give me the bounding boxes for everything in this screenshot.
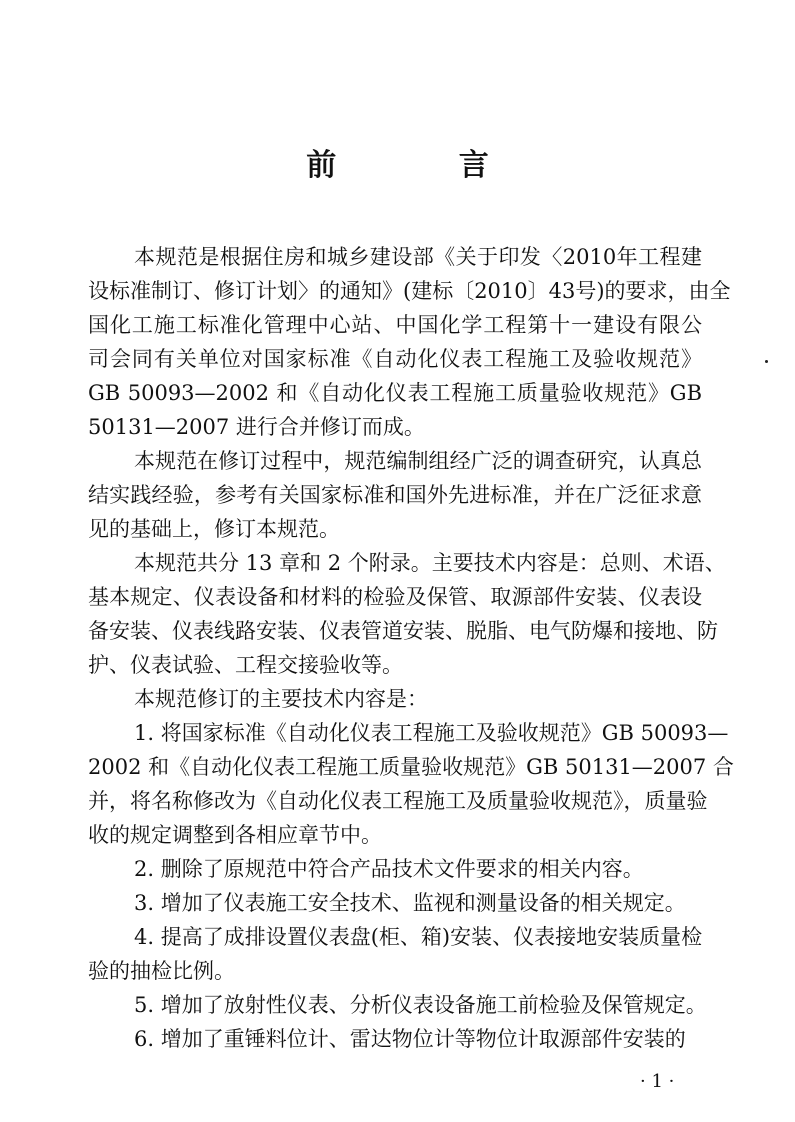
text-line: 结实践经验，参考有关国家标准和国外先进标准，并在广泛征求意 xyxy=(88,483,702,507)
page-number: · 1 · xyxy=(640,1071,675,1092)
paragraph xyxy=(88,920,702,988)
text-line: 并，将名称修改为《自动化仪表工程施工及质量验收规范》，质量验 xyxy=(88,789,708,813)
paragraph xyxy=(88,988,707,1022)
text-line: 4. 提高了成排设置仪表盘(柜、箱)安装、仪表接地安装质量检 xyxy=(134,925,703,949)
text-line: 设标准制订、修订计划〉的通知》(建标〔2010〕43号)的要求，由全 xyxy=(88,279,731,303)
text-line: 护、仪表试验、工程交接验收等。 xyxy=(88,653,403,677)
text-line: 验的抽检比例。 xyxy=(88,959,235,983)
text-line: GB 50093—2002 和《自动化仪表工程施工质量验收规范》GB xyxy=(88,381,702,405)
paragraph xyxy=(88,444,702,546)
paragraph xyxy=(88,546,726,682)
scan-speck xyxy=(765,360,768,363)
text-line: 备安装、仪表线路安装、仪表管道安装、脱脂、电气防爆和接地、防 xyxy=(88,619,718,643)
text-line: 2. 删除了原规范中符合产品技术文件要求的相关内容。 xyxy=(134,857,644,881)
text-line: 司会同有关单位对国家标准《自动化仪表工程施工及验收规范》 xyxy=(88,347,702,371)
text-line: 本规范共分 13 章和 2 个附录。主要技术内容是：总则、术语、 xyxy=(134,551,726,575)
text-line: 2002 和《自动化仪表工程施工质量验收规范》GB 50131—2007 合 xyxy=(88,755,734,779)
text-line: 5. 增加了放射性仪表、分析仪表设备施工前检验及保管规定。 xyxy=(134,993,707,1017)
text-line: 3. 增加了仪表施工安全技术、监视和测量设备的相关规定。 xyxy=(134,891,686,915)
paragraph xyxy=(88,240,731,444)
text-line: 见的基础上，修订本规范。 xyxy=(88,517,340,541)
paragraph xyxy=(88,682,702,716)
text-line: 本规范修订的主要技术内容是： xyxy=(134,687,428,711)
page-title: 前 言 xyxy=(306,148,545,183)
text-line: 50131—2007 进行合并修订而成。 xyxy=(88,415,425,439)
text-line: 本规范在修订过程中，规范编制组经广泛的调查研究，认真总 xyxy=(134,449,702,473)
text-line: 国化工施工标准化管理中心站、中国化学工程第十一建设有限公 xyxy=(88,313,702,337)
text-line: 基本规定、仪表设备和材料的检验及保管、取源部件安装、仪表设 xyxy=(88,585,702,609)
document-body xyxy=(88,240,734,1056)
paragraph xyxy=(88,852,702,886)
text-line: 1. 将国家标准《自动化仪表工程施工及验收规范》GB 50093— xyxy=(134,721,729,745)
paragraph xyxy=(88,886,702,920)
text-line: 收的规定调整到各相应章节中。 xyxy=(88,823,382,847)
text-line: 6. 增加了重锤料位计、雷达物位计等物位计取源部件安装的 xyxy=(134,1027,686,1051)
text-line: 本规范是根据住房和城乡建设部《关于印发〈2010年工程建 xyxy=(134,245,702,269)
paragraph xyxy=(88,716,734,852)
paragraph xyxy=(88,1022,702,1056)
